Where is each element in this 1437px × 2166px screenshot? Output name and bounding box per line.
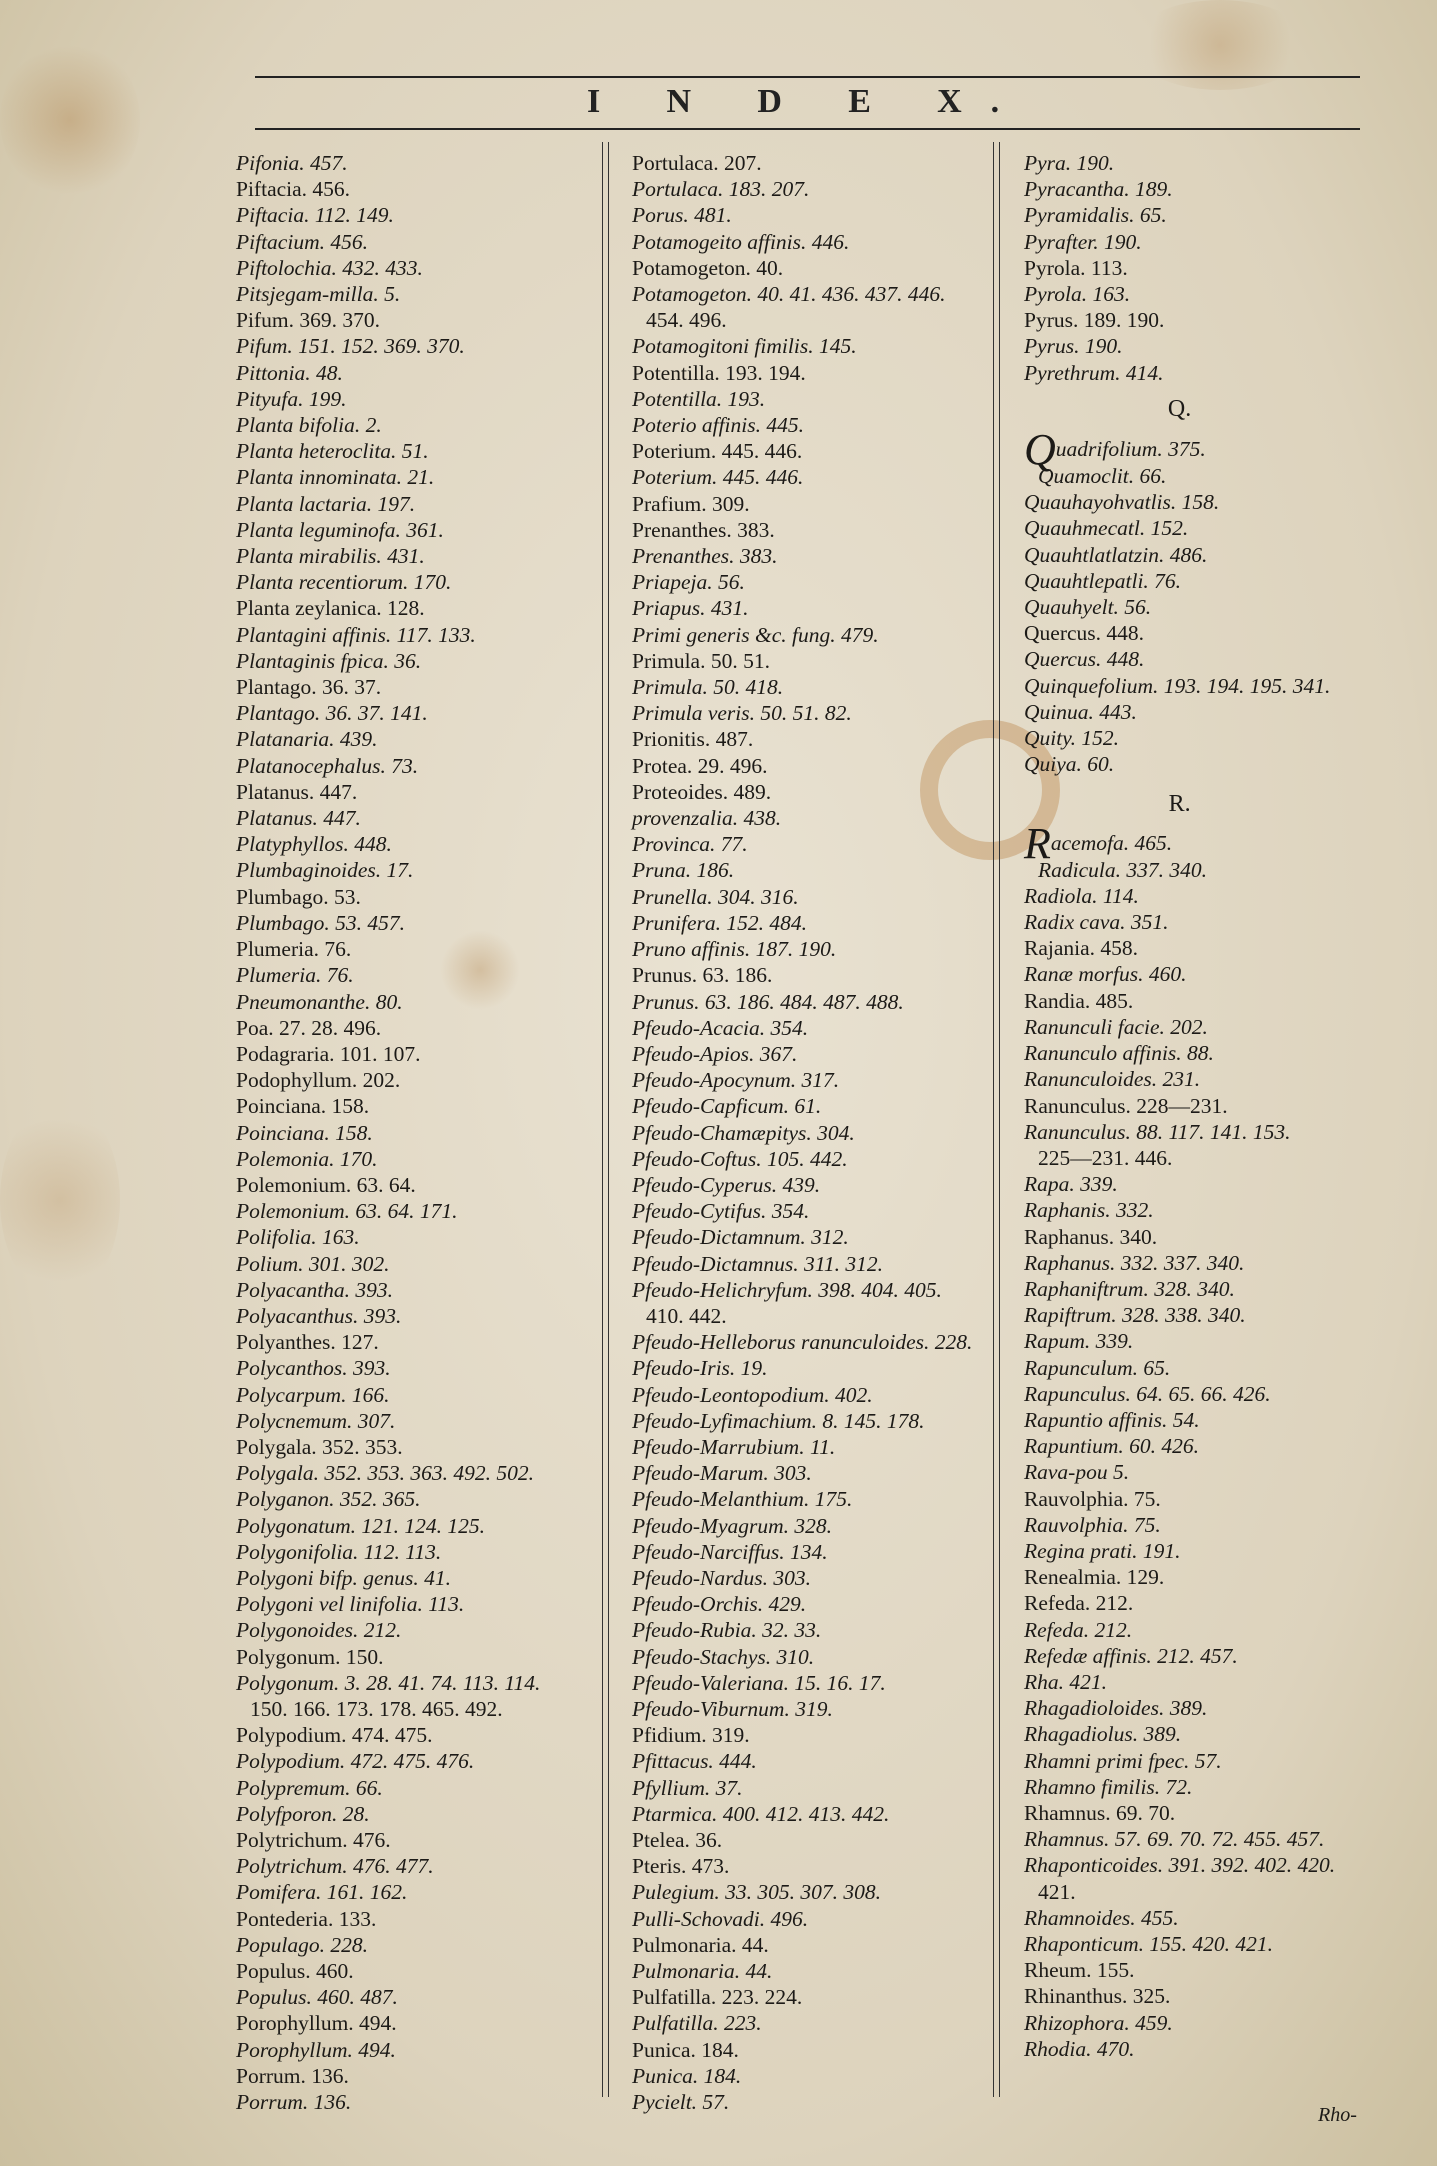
index-entry: Pteris. 473.	[632, 1854, 730, 1879]
index-entry: Pyramidalis. 65.	[1024, 203, 1167, 228]
index-entry: Potamogeton. 40.	[632, 255, 784, 280]
index-entry: Randia. 485.	[1024, 988, 1134, 1013]
index-entry: Pomifera. 161. 162.	[236, 1880, 408, 1905]
index-entry: Ranunculus. 228—231.	[1024, 1093, 1228, 1118]
index-entry: Planta innominata. 21.	[236, 465, 435, 490]
index-entry: Pyrus. 190.	[1024, 334, 1123, 359]
index-entry: Ptarmica. 400. 412. 413. 442.	[632, 1801, 890, 1826]
index-entry: Prenanthes. 383.	[632, 544, 778, 569]
index-entry: Ranunculo affinis. 88.	[1024, 1041, 1214, 1066]
index-entry: Pulmonaria. 44.	[632, 1932, 769, 1957]
index-column-2	[632, 150, 972, 2115]
index-entry: Priapus. 431.	[632, 596, 749, 621]
index-entry: Rauvolphia. 75.	[1024, 1486, 1161, 1511]
index-entry: Pfeudo-Stachys. 310.	[632, 1644, 815, 1669]
index-entry: Pyra. 190.	[1024, 151, 1115, 175]
index-entry: Podagraria. 101. 107.	[236, 1041, 421, 1066]
index-entry: Pycielt. 57.	[632, 2090, 730, 2115]
index-entry: Platyphyllos. 448.	[236, 832, 392, 857]
index-entry: Quiya. 60.	[1024, 752, 1115, 777]
index-entry: Pontederia. 133.	[236, 1906, 377, 1931]
index-entry: Potamogeito affinis. 446.	[632, 229, 850, 254]
index-entry: Punica. 184.	[632, 2063, 742, 2088]
index-entry: Pfeudo-Valeriana. 15. 16. 17.	[632, 1670, 886, 1695]
index-entry: Pfeudo-Acacia. 354.	[632, 1015, 809, 1040]
index-entry: Rhizophora. 459.	[1024, 2010, 1173, 2035]
index-entry: Portulaca. 183. 207.	[632, 177, 810, 202]
index-entry: Prunella. 304. 316.	[632, 884, 799, 909]
index-column-3	[1024, 150, 1335, 2062]
index-entry: Pfeudo-Apios. 367.	[632, 1041, 798, 1066]
index-entry: Polyacanthus. 393.	[236, 1303, 402, 1328]
index-entry: Ranunculus. 88. 117. 141. 153.	[1024, 1119, 1291, 1144]
index-entry: Refeda. 212.	[1024, 1617, 1133, 1642]
index-entry: Polycanthos. 393.	[236, 1356, 391, 1381]
index-entry: Platanus. 447.	[236, 779, 358, 804]
index-entry: Plumbaginoides. 17.	[236, 858, 414, 883]
index-entry: Radiola. 114.	[1024, 883, 1139, 908]
index-entry: Porophyllum. 494.	[236, 2011, 397, 2036]
index-entry: Pfeudo-Coftus. 105. 442.	[632, 1146, 848, 1171]
index-entry: Plantago. 36. 37. 141.	[236, 701, 428, 726]
index-entry: Polycarpum. 166.	[236, 1382, 390, 1407]
index-entry: Pfeudo-Rubia. 32. 33.	[632, 1618, 822, 1643]
index-entry: Quamoclit. 66.	[1038, 464, 1167, 489]
index-entry: Pfeudo-Myagrum. 328.	[632, 1513, 833, 1538]
index-entry: Primi generis &c. fung. 479.	[632, 622, 879, 647]
index-entry: Poterium. 445. 446.	[632, 439, 803, 464]
index-entry: 225—231. 446.	[1038, 1145, 1173, 1170]
section-letter: R.	[1168, 791, 1191, 818]
section-letter: Q.	[1167, 395, 1192, 422]
index-entry: Pfeudo-Melanthium. 175.	[632, 1487, 853, 1512]
index-entry: Polyganon. 352. 365.	[236, 1487, 421, 1512]
index-entry: Polemonium. 63. 64.	[236, 1172, 416, 1197]
index-entry: Pfeudo-Viburnum. 319.	[632, 1696, 833, 1721]
index-entry: Potamogeton. 40. 41. 436. 437. 446.	[632, 282, 946, 307]
catchword: Rho-	[1318, 2104, 1357, 2126]
index-entry: Porophyllum. 494.	[236, 2037, 396, 2062]
index-entry: Rha. 421.	[1024, 1669, 1108, 1694]
index-entry: Ranunculoides. 231.	[1024, 1067, 1201, 1092]
index-entry: Protea. 29. 496.	[632, 753, 768, 778]
index-entry: Plumbago. 53. 457.	[236, 910, 406, 935]
index-entry: Pruna. 186.	[632, 858, 735, 883]
index-entry: Rauvolphia. 75.	[1024, 1512, 1161, 1537]
index-entry: Polyanthes. 127.	[236, 1330, 379, 1355]
index-entry: Porus. 481.	[632, 203, 732, 228]
index-entry: Pityufa. 199.	[236, 386, 347, 411]
index-entry: Polemonia. 170.	[236, 1146, 378, 1171]
index-entry: Pifonia. 457.	[236, 151, 348, 175]
header-rule-top	[255, 76, 1360, 78]
index-entry: Platanocephalus. 73.	[236, 753, 419, 778]
index-entry: Rhamnus. 57. 69. 70. 72. 455. 457.	[1024, 1827, 1325, 1852]
index-entry: Quinquefolium. 193. 194. 195. 341.	[1024, 673, 1331, 698]
index-entry: Polygonoides. 212.	[236, 1618, 402, 1643]
index-entry: Pfeudo-Leontopodium. 402.	[632, 1382, 873, 1407]
index-entry: Planta recentiorum. 170.	[236, 570, 452, 595]
index-entry: Pyrola. 163.	[1024, 282, 1131, 307]
index-entry: Rhagadiolus. 389.	[1024, 1722, 1182, 1747]
index-entry: Polygoni bifp. genus. 41.	[236, 1565, 451, 1590]
index-entry: Quercus. 448.	[1024, 621, 1145, 646]
index-entry: Pyrethrum. 414.	[1024, 360, 1164, 385]
index-entry: Plantagini affinis. 117. 133.	[236, 622, 476, 647]
index-entry: Potamogitoni fimilis. 145.	[632, 334, 857, 359]
index-entry: Polygala. 352. 353. 363. 492. 502.	[236, 1461, 534, 1486]
index-entry: Polifolia. 163.	[236, 1225, 360, 1250]
index-entry: Pfeudo-Marum. 303.	[632, 1461, 812, 1486]
index-entry: Platanus. 447.	[236, 806, 361, 831]
index-entry: Planta mirabilis. 431.	[236, 544, 425, 569]
index-entry: Provinca. 77.	[632, 832, 748, 857]
index-entry: Rhaponticum. 155. 420. 421.	[1024, 1932, 1274, 1956]
index-entry: Pneumonanthe. 80.	[236, 989, 403, 1014]
index-entry: Polypodium. 474. 475.	[236, 1723, 433, 1748]
drop-cap: Q	[1024, 425, 1056, 475]
index-entry: Rhamnoides. 455.	[1024, 1905, 1179, 1930]
index-entry: Rhamno fimilis. 72.	[1024, 1774, 1193, 1799]
index-entry: Rajania. 458.	[1024, 936, 1139, 961]
index-entry: Primula. 50. 418.	[632, 675, 784, 700]
index-entry: Pfeudo-Iris. 19.	[632, 1356, 768, 1381]
index-entry: Priapeja. 56.	[632, 570, 745, 595]
index-entry-text: acemofa. 465.	[1050, 830, 1173, 855]
index-entry: Pfeudo-Lyfimachium. 8. 145. 178.	[632, 1408, 925, 1433]
index-entry: Poinciana. 158.	[236, 1094, 370, 1119]
index-entry: Rapunculum. 65.	[1024, 1355, 1171, 1380]
index-entry: Polygoni vel linifolia. 113.	[236, 1592, 465, 1617]
index-entry: Raphanus. 332. 337. 340.	[1024, 1250, 1245, 1275]
index-entry: Quauhmecatl. 152.	[1024, 516, 1189, 541]
index-entry: Pittonia. 48.	[236, 360, 343, 385]
drop-cap: R	[1024, 818, 1051, 868]
column-divider	[608, 142, 609, 2097]
index-entry: Polypremum. 66.	[236, 1775, 383, 1800]
index-entry: Rapunculus. 64. 65. 66. 426.	[1024, 1381, 1271, 1406]
index-entry: Quauhyelt. 56.	[1024, 595, 1152, 620]
index-entry: Quauhayohvatlis. 158.	[1024, 490, 1220, 515]
index-entry: Pfeudo-Dictamnum. 312.	[632, 1225, 849, 1250]
index-entry: Pyracantha. 189.	[1024, 177, 1173, 202]
index-entry: Plumeria. 76.	[236, 937, 352, 962]
index-entry: Plantago. 36. 37.	[236, 675, 382, 700]
index-entry: Rhagadioloides. 389.	[1024, 1696, 1208, 1721]
index-entry: Pfeudo-Chamæpitys. 304.	[632, 1120, 855, 1145]
index-entry: Polytrichum. 476. 477.	[236, 1854, 434, 1879]
index-entry: Piftacium. 456.	[236, 229, 368, 254]
index-entry: Plantaginis fpica. 36.	[236, 648, 422, 673]
index-entry: Quercus. 448.	[1024, 647, 1145, 672]
index-entry: Polygonum. 150.	[236, 1644, 384, 1669]
index-entry: Primula veris. 50. 51. 82.	[632, 701, 852, 726]
index-entry: Pfyllium. 37.	[632, 1775, 743, 1800]
index-entry: 150. 166. 173. 178. 465. 492.	[250, 1696, 503, 1721]
index-entry: Porrum. 136.	[236, 2063, 349, 2088]
index-entry: Rava-pou 5.	[1024, 1460, 1130, 1485]
index-entry: Rhodia. 470.	[1024, 2036, 1135, 2061]
index-entry: Primula. 50. 51.	[632, 648, 770, 673]
index-entry: Portulaca. 207.	[632, 151, 762, 175]
index-entry: Rhamni primi fpec. 57.	[1024, 1748, 1222, 1773]
index-entry: Populago. 228.	[236, 1932, 368, 1957]
index-entry: 421.	[1038, 1879, 1076, 1904]
index-entry: Prunus. 63. 186. 484. 487. 488.	[632, 989, 904, 1014]
index-entry: provenzalia. 438.	[632, 806, 782, 831]
index-entry: Prunifera. 152. 484.	[632, 910, 807, 935]
index-entry: Podophyllum. 202.	[236, 1068, 401, 1093]
index-entry: Ranæ morfus. 460.	[1024, 962, 1187, 987]
index-entry: Pfeudo-Nardus. 303.	[632, 1565, 811, 1590]
index-entry: Plumeria. 76.	[236, 963, 354, 988]
index-entry: Rhamnus. 69. 70.	[1024, 1800, 1176, 1825]
index-entry: Polemonium. 63. 64. 171.	[236, 1199, 458, 1224]
index-entry	[1024, 425, 1335, 475]
header-rule-bottom	[255, 128, 1360, 130]
index-entry: Pfeudo-Helleborus ranunculoides. 228.	[632, 1330, 973, 1355]
index-entry: Pfidium. 319.	[632, 1723, 750, 1748]
index-entry: Platanaria. 439.	[236, 727, 378, 752]
index-entry: Piftacia. 112. 149.	[236, 203, 394, 228]
index-entry: Raphaniftrum. 328. 340.	[1024, 1276, 1235, 1301]
index-entry: Pyrola. 113.	[1024, 255, 1128, 280]
column-divider	[999, 142, 1000, 2097]
index-entry: Pifum. 151. 152. 369. 370.	[236, 334, 465, 359]
index-entry: Pulmonaria. 44.	[632, 1959, 773, 1984]
index-entry: Quauhtlepatli. 76.	[1024, 568, 1182, 593]
index-entry: Punica. 184.	[632, 2037, 739, 2062]
index-entry: Planta leguminofa. 361.	[236, 517, 444, 542]
index-entry: Prafium. 309.	[632, 491, 750, 516]
index-entry: Pfeudo-Dictamnus. 311. 312.	[632, 1251, 883, 1276]
index-entry: Planta heteroclita. 51.	[236, 439, 429, 464]
index-entry: 454. 496.	[646, 308, 727, 333]
index-entry-text: uadrifolium. 375.	[1055, 437, 1206, 462]
index-entry: Quinua. 443.	[1024, 699, 1137, 724]
index-entry: Raphanus. 340.	[1024, 1224, 1158, 1249]
index-entry: 410. 442.	[646, 1303, 727, 1328]
index-column-1	[236, 150, 540, 2115]
index-entry: Rapum. 339.	[1024, 1329, 1134, 1354]
index-entry: Poa. 27. 28. 496.	[236, 1015, 382, 1040]
index-entry: Rhaponticoides. 391. 392. 402. 420.	[1024, 1853, 1336, 1878]
index-entry: Pyrafter. 190.	[1024, 229, 1142, 254]
index-entry: Refeda. 212.	[1024, 1591, 1134, 1616]
index-entry: Pifum. 369. 370.	[236, 308, 380, 333]
index-entry: Rhinanthus. 325.	[1024, 1984, 1171, 2009]
page-title: I N D E X.	[586, 83, 1029, 120]
index-entry: Polygonum. 3. 28. 41. 74. 113. 114.	[236, 1670, 541, 1695]
index-entry: Regina prati. 191.	[1024, 1538, 1181, 1563]
index-entry: Pulli-Schovadi. 496.	[632, 1906, 809, 1931]
index-entry: Planta bifolia. 2.	[236, 413, 382, 438]
index-entry: Pfeudo-Marrubium. 11.	[632, 1434, 836, 1459]
index-entry: Pfeudo-Orchis. 429.	[632, 1592, 807, 1617]
index-entry: Poterio affinis. 445.	[632, 413, 804, 438]
index-entry: Pruno affinis. 187. 190.	[632, 937, 837, 962]
index-entry: Polygala. 352. 353.	[236, 1434, 403, 1459]
index-entry: Prionitis. 487.	[632, 727, 754, 752]
index-entry: Refedæ affinis. 212. 457.	[1024, 1643, 1238, 1668]
index-entry: Rapa. 339.	[1024, 1172, 1118, 1197]
index-entry: Potentilla. 193.	[632, 386, 766, 411]
index-entry: Rapiftrum. 328. 338. 340.	[1024, 1303, 1246, 1328]
index-entry: Pitsjegam-milla. 5.	[236, 282, 401, 307]
index-entry: Quity. 152.	[1024, 726, 1119, 751]
index-entry: Poterium. 445. 446.	[632, 465, 804, 490]
index-entry: Planta zeylanica. 128.	[236, 596, 425, 621]
index-entry: Pfeudo-Apocynum. 317.	[632, 1068, 840, 1093]
index-entry: Renealmia. 129.	[1024, 1565, 1165, 1590]
index-entry: Polyfporon. 28.	[236, 1801, 370, 1826]
index-entry: Porrum. 136.	[236, 2090, 352, 2115]
index-entry: Proteoides. 489.	[632, 779, 772, 804]
index-entry: Polypodium. 472. 475. 476.	[236, 1749, 475, 1774]
index-entry: Pfittacus. 444.	[632, 1749, 757, 1774]
index-entry: Ptelea. 36.	[632, 1828, 723, 1852]
index-entry: Rheum. 155.	[1024, 1958, 1135, 1983]
index-entry: Prunus. 63. 186.	[632, 963, 773, 988]
index-entry: Planta lactaria. 197.	[236, 491, 416, 516]
index-entry: Quauhtlatlatzin. 486.	[1024, 542, 1208, 567]
index-entry: Polygonatum. 121. 124. 125.	[236, 1513, 486, 1538]
index-entry: Potentilla. 193. 194.	[632, 360, 806, 385]
index-entry: Piftacia. 456.	[236, 177, 351, 202]
index-entry: Pyrus. 189. 190.	[1024, 308, 1165, 333]
index-entry	[1024, 818, 1335, 868]
index-entry: Piftolochia. 432. 433.	[236, 255, 423, 280]
index-entry: Plumbago. 53.	[236, 884, 361, 909]
index-entry: Polygonifolia. 112. 113.	[236, 1539, 442, 1564]
column-divider	[993, 142, 994, 2097]
index-entry: Pfeudo-Cyperus. 439.	[632, 1172, 821, 1197]
index-entry: Pfeudo-Capficum. 61.	[632, 1094, 822, 1119]
index-entry: Poinciana. 158.	[236, 1120, 373, 1145]
index-entry: Rapuntio affinis. 54.	[1024, 1407, 1200, 1432]
index-entry: Pulfatilla. 223.	[632, 2011, 762, 2036]
index-entry: Pfeudo-Cytifus. 354.	[632, 1199, 810, 1224]
column-divider	[602, 142, 603, 2097]
index-entry: Pulfatilla. 223. 224.	[632, 1985, 803, 2010]
index-entry: Raphanis. 332.	[1024, 1198, 1154, 1223]
index-entry: Prenanthes. 383.	[632, 517, 775, 542]
index-entry: Polycnemum. 307.	[236, 1408, 396, 1433]
index-entry: Populus. 460. 487.	[236, 1985, 398, 2010]
index-entry: Polytrichum. 476.	[236, 1828, 391, 1852]
index-entry: Populus. 460.	[236, 1959, 354, 1984]
index-entry: Rapuntium. 60. 426.	[1024, 1434, 1199, 1459]
index-entry: Pfeudo-Helichryfum. 398. 404. 405.	[632, 1277, 942, 1302]
index-entry: Pfeudo-Narciffus. 134.	[632, 1539, 828, 1564]
index-entry: Radix cava. 351.	[1024, 910, 1169, 935]
index-entry: Ranunculi facie. 202.	[1024, 1014, 1208, 1039]
index-entry: Polyacantha. 393.	[236, 1277, 394, 1302]
index-entry: Polium. 301. 302.	[236, 1251, 390, 1276]
index-entry: Pulegium. 33. 305. 307. 308.	[632, 1880, 882, 1905]
index-entry: Radicula. 337. 340.	[1038, 857, 1207, 882]
